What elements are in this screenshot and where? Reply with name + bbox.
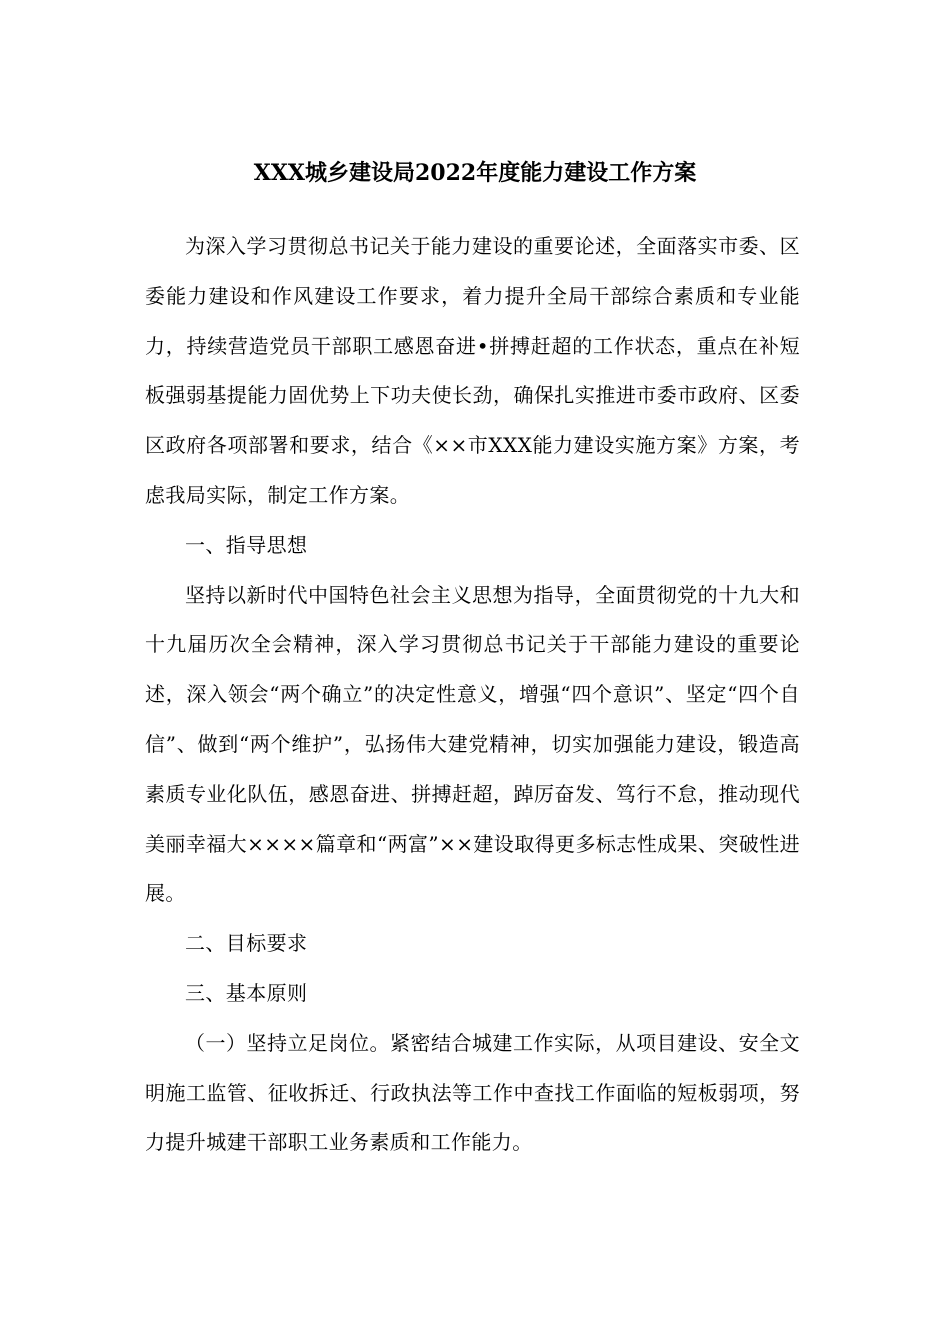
- section-heading-goals: 二、目标要求: [185, 931, 308, 956]
- principle-one-paragraph: （一）坚持立足岗位。紧密结合城建工作实际，从项目建设、安全文明施工监管、征收拆迁、行政执法等工作中查找工作面临的短板弱项，努力提升城建干部职工业务素质和工作能力。: [145, 1030, 800, 1155]
- section-heading-guiding-ideology: 一、指导思想: [185, 532, 308, 557]
- intro-paragraph: 为深入学习贯彻总书记关于能力建设的重要论述，全面落实市委、区委能力建设和作风建设工作要求，着力提升全局干部综合素质和专业能力，持续营造党员干部职工感恩奋进•拼搏赶超的工作状态，重点在补短板强弱基提能力固优势上下功夫使长劲，确保扎实推进市委市政府、区委区政府各项部署和要求，结合《××市XXX能力建设实施方案》方案，考虑我局实际，制定工作方案。: [145, 234, 800, 507]
- guiding-ideology-paragraph: 坚持以新时代中国特色社会主义思想为指导，全面贯彻党的十九大和十九届历次全会精神，深入学习贯彻总书记关于干部能力建设的重要论述，深入领会“两个确立”的决定性意义，增强“四个意识”、坚定“四个自信”、做到“两个维护”，弘扬伟大建党精神，切实加强能力建设，锻造高素质专业化队伍，感恩奋进、拼搏赶超，踔厉奋发、笃行不怠，推动现代美丽幸福大××××篇章和“两富”××建设取得更多标志性成果、突破性进展。: [145, 582, 800, 906]
- document-body: [145, 222, 800, 1168]
- section-heading-principles: 三、基本原则: [185, 980, 308, 1005]
- document-title: XXX城乡建设局2022年度能力建设工作方案: [253, 160, 697, 186]
